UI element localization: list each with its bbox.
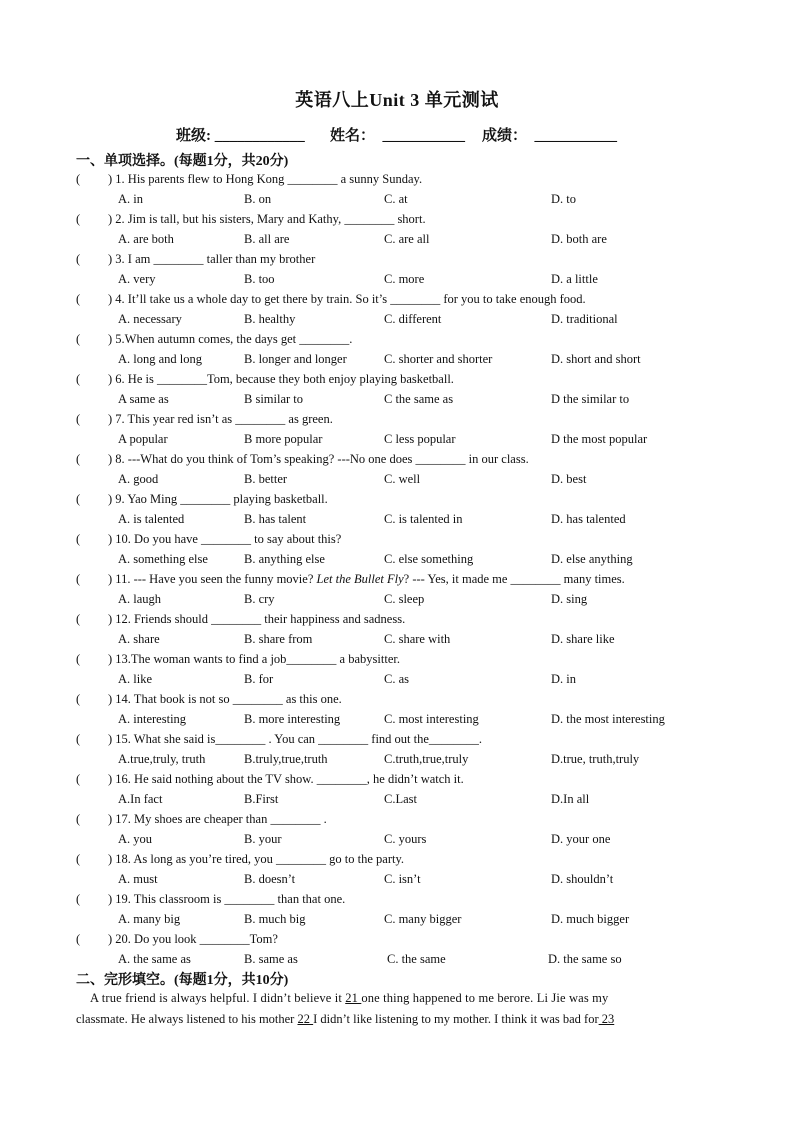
option-c[interactable]: C. shorter and shorter [384,352,493,366]
question-stem [108,490,328,508]
answer-paren[interactable]: ( [76,652,81,666]
option-b[interactable]: B. all are [244,232,290,246]
answer-paren[interactable]: ( [76,292,81,306]
option-a[interactable]: A. good [118,472,159,486]
stem-text: ) 13.The woman wants to find a job________ a babysitter. [108,652,400,666]
option-b[interactable]: B. for [244,672,274,686]
options-row [0,750,794,768]
options-row [0,390,794,408]
options-row [0,910,794,928]
option-d[interactable]: D. best [551,472,587,486]
stem-text: ) 17. My shoes are cheaper than ________ . [108,812,327,826]
stem-tail: ? --- Yes, it made me ________ many times. [403,572,625,586]
stem-text: ) 4. It’ll take us a whole day to get there by train. So it’s ________ for you to take enough food. [108,292,586,306]
option-d[interactable]: D. a little [551,272,598,286]
answer-paren[interactable]: ( [76,612,81,626]
option-a[interactable]: A.In fact [118,792,163,806]
option-d[interactable]: D the similar to [551,392,630,406]
stem-text: ) 18. As long as you’re tired, you ________ go to the party. [108,852,405,866]
options-row [0,870,794,888]
option-c[interactable]: C less popular [384,432,456,446]
stem-text: ) 8. ---What do you think of Tom’s speaking? ---No one does ________ in our class. [108,452,529,466]
option-b[interactable]: B. share from [244,632,313,646]
option-b[interactable]: B. cry [244,592,275,606]
option-a[interactable]: A. share [118,632,160,646]
option-a[interactable]: A.true,truly, truth [118,752,206,766]
option-d[interactable]: D. your one [551,832,611,846]
passage-line-2 [76,1009,718,1030]
option-d[interactable]: D. to [551,192,576,206]
question-stem [108,170,422,188]
answer-paren[interactable]: ( [76,372,81,386]
option-d[interactable]: D. the same so [548,952,622,966]
section-2-heading: 二、完形填空。(每题1分，共10分) [76,973,289,988]
stem-text: ) 20. Do you look ________Tom? [108,932,278,946]
answer-paren[interactable]: ( [76,852,81,866]
question-stem [108,570,625,588]
option-c[interactable]: C. many bigger [384,912,462,926]
option-d[interactable]: D. short and short [551,352,641,366]
option-b[interactable]: B. healthy [244,312,296,326]
stem-text: ) 7. This year red isn’t as ________ as green. [108,412,333,426]
option-d[interactable]: D the most popular [551,432,648,446]
options-row [0,590,794,608]
options-row [0,670,794,688]
option-b[interactable]: B. doesn’t [244,872,296,886]
question-stem [108,810,327,828]
answer-paren[interactable]: ( [76,212,81,226]
option-c[interactable]: C. isn’t [384,872,421,886]
stem-text: ) 16. He said nothing about the TV show. ________, he didn’t watch it. [108,772,464,786]
options-row [0,710,794,728]
page-title: 英语八上Unit 3 单元测试 [295,90,499,110]
option-c[interactable]: C. share with [384,632,451,646]
question-stem [108,210,426,228]
movie-title: Let the Bullet Fly [316,572,404,586]
option-d[interactable]: D. much bigger [551,912,630,926]
passage-text: A true friend is always helpful. I didn’t believe it [90,991,346,1005]
stem-text: ) 6. He is ________Tom, because they both enjoy playing basketball. [108,372,454,386]
answer-paren[interactable]: ( [76,772,81,786]
option-c[interactable]: C. most interesting [384,712,479,726]
option-d[interactable]: D. the most interesting [551,712,665,726]
option-a[interactable]: A same as [118,392,169,406]
option-b[interactable]: B. your [244,832,282,846]
option-a[interactable]: A. very [118,272,156,286]
option-b[interactable]: B.truly,true,truth [244,752,328,766]
answer-paren[interactable]: ( [76,572,81,586]
blank-22[interactable]: 22 [297,1012,314,1026]
options-row [0,950,794,968]
options-row [0,510,794,528]
answer-paren[interactable]: ( [76,892,81,906]
option-c[interactable]: C. yours [384,832,427,846]
option-c[interactable]: C.Last [384,792,417,806]
stem-text: ) 9. Yao Ming ________ playing basketball. [108,492,328,506]
option-d[interactable]: D. else anything [551,552,633,566]
option-d[interactable]: D. sing [551,592,588,606]
option-b[interactable]: B. same as [244,952,298,966]
question-stem [108,770,464,788]
stem-text: ) 3. I am ________ taller than my brother [108,252,316,266]
options-row [0,310,794,328]
option-d[interactable]: D. shouldn’t [551,872,614,886]
option-d[interactable]: D. in [551,672,576,686]
option-b[interactable]: B. has talent [244,512,307,526]
options-row [0,430,794,448]
question-stem [108,850,404,868]
stem-text: ) 15. What she said is________ . You can ________ find out the________. [108,732,483,746]
option-d[interactable]: D. both are [551,232,607,246]
option-a[interactable]: A. something else [118,552,208,566]
option-b[interactable]: B. better [244,472,288,486]
option-a[interactable]: A popular [118,432,168,446]
passage-text: classmate. He always listened to his mother [76,1012,298,1026]
option-c[interactable]: C. are all [384,232,430,246]
name-field[interactable]: 姓名： ___________ [330,128,466,144]
options-row [0,790,794,808]
stem-text: ) 19. This classroom is ________ than that one. [108,892,346,906]
options-row [0,550,794,568]
option-a[interactable]: A. the same as [118,952,191,966]
stem-text: ) 2. Jim is tall, but his sisters, Mary and Kathy, ________ short. [108,212,426,226]
passage-text: I didn’t like listening to my mother. I think it was bad for [313,1012,599,1026]
question-stem [108,930,278,948]
answer-paren[interactable]: ( [76,812,81,826]
options-row [0,350,794,368]
options-row [0,230,794,248]
class-field[interactable]: 班级: ____________ [176,128,305,144]
option-b[interactable]: B. longer and longer [244,352,347,366]
option-c[interactable]: C. the same [387,952,446,966]
stem-text: ) 11. --- Have you seen the funny movie? [108,572,317,586]
passage-text: one thing happened to me berore. Li Jie was my [361,991,609,1005]
option-b[interactable]: B. anything else [244,552,325,566]
answer-paren[interactable]: ( [76,172,81,186]
option-b[interactable]: B similar to [244,392,304,406]
option-a[interactable]: A. necessary [118,312,182,326]
score-field[interactable]: 成绩： ___________ [482,128,618,144]
question-stem [108,330,352,348]
option-d[interactable]: D.true, truth,truly [551,752,640,766]
stem-text: ) 14. That book is not so ________ as this one. [108,692,342,706]
option-a[interactable]: A. is talented [118,512,185,526]
option-d[interactable]: D. has talented [551,512,626,526]
answer-paren[interactable]: ( [76,252,81,266]
cloze-passage [76,988,718,1030]
option-d[interactable]: D. traditional [551,312,618,326]
answer-paren[interactable]: ( [76,532,81,546]
blank-23[interactable]: 23 [598,1012,615,1026]
option-c[interactable]: C. at [384,192,408,206]
answer-paren[interactable]: ( [76,932,81,946]
option-d[interactable]: D. share like [551,632,615,646]
question-stem [108,410,333,428]
question-stem [108,650,400,668]
stem-text: ) 5.When autumn comes, the days get ________. [108,332,353,346]
option-a[interactable]: A. are both [118,232,174,246]
option-c[interactable]: C. as [384,672,409,686]
option-c[interactable]: C. well [384,472,421,486]
question-stem [108,890,345,908]
option-b[interactable]: B. too [244,272,275,286]
option-c[interactable]: C. different [384,312,442,326]
option-b[interactable]: B more popular [244,432,323,446]
answer-paren[interactable]: ( [76,332,81,346]
passage-line-1 [76,988,718,1009]
option-a[interactable]: A. long and long [118,352,203,366]
options-row [0,270,794,288]
option-b[interactable]: B.First [244,792,279,806]
options-row [0,630,794,648]
option-a[interactable]: A. must [118,872,158,886]
option-b[interactable]: B. on [244,192,272,206]
stem-text: ) 10. Do you have ________ to say about this? [108,532,342,546]
option-c[interactable]: C the same as [384,392,454,406]
answer-paren[interactable]: ( [76,492,81,506]
option-a[interactable]: A. like [118,672,153,686]
student-info-row [0,124,794,146]
option-c[interactable]: C.truth,true,truly [384,752,469,766]
answer-paren[interactable]: ( [76,452,81,466]
stem-text: ) 12. Friends should ________ their happiness and sadness. [108,612,406,626]
option-d[interactable]: D.In all [551,792,590,806]
option-c[interactable]: C. more [384,272,425,286]
question-stem [108,730,482,748]
question-stem [108,610,405,628]
option-c[interactable]: C. is talented in [384,512,463,526]
option-c[interactable]: C. else something [384,552,474,566]
options-row [0,190,794,208]
question-stem [108,530,341,548]
option-a[interactable]: A. laugh [118,592,162,606]
options-row [0,830,794,848]
answer-paren[interactable]: ( [76,412,81,426]
option-b[interactable]: B. more interesting [244,712,341,726]
question-stem [108,290,586,308]
option-a[interactable]: A. you [118,832,153,846]
option-a[interactable]: A. interesting [118,712,187,726]
options-row [0,470,794,488]
option-b[interactable]: B. much big [244,912,306,926]
answer-paren[interactable]: ( [76,732,81,746]
question-stem [108,250,315,268]
question-stem [108,370,454,388]
section-1-heading: 一、单项选择。(每题1分，共20分) [76,154,289,169]
blank-21[interactable]: 21 [345,991,362,1005]
answer-paren[interactable]: ( [76,692,81,706]
stem-text: ) 1. His parents flew to Hong Kong ________ a sunny Sunday. [108,172,423,186]
option-c[interactable]: C. sleep [384,592,425,606]
question-stem [108,690,342,708]
option-a[interactable]: A. in [118,192,143,206]
question-stem [108,450,529,468]
option-a[interactable]: A. many big [118,912,181,926]
